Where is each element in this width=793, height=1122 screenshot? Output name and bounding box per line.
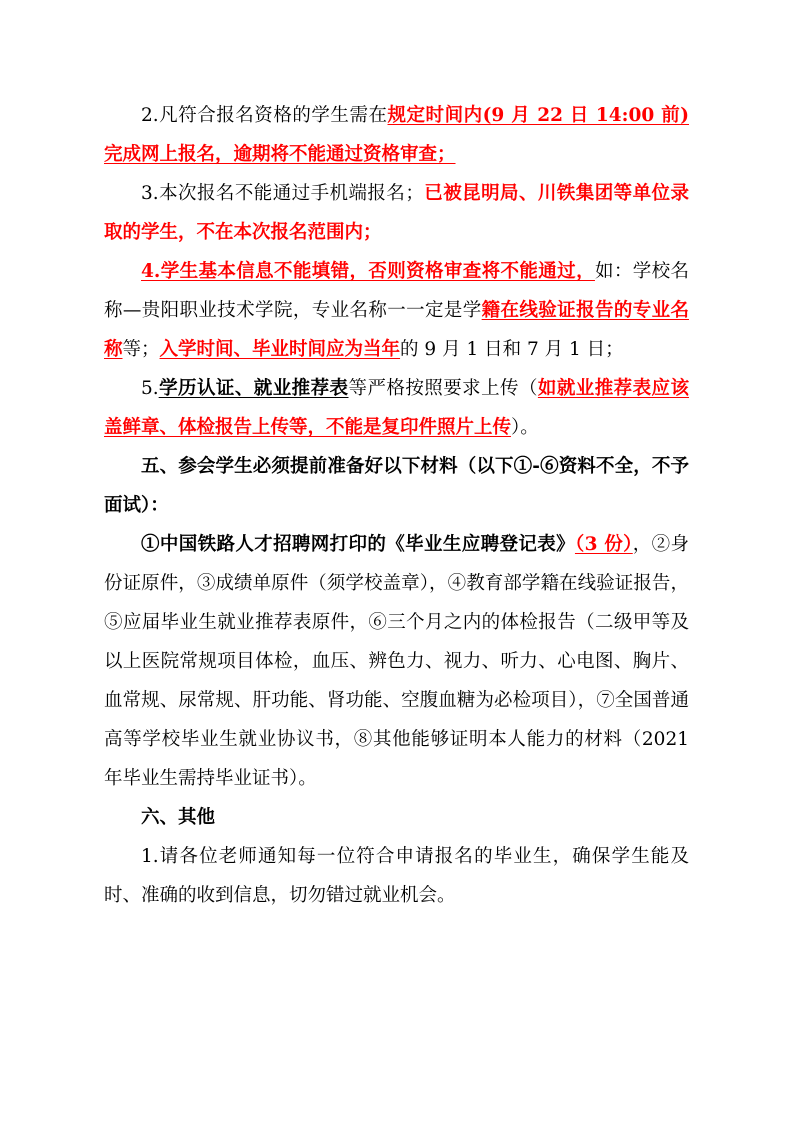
run-text-highlight: （3 份） [574, 534, 633, 555]
run-text: 等； [122, 339, 160, 360]
run-text-highlight: 籍在线验证报告的专业名称 [104, 300, 689, 360]
run-text-highlight: 规定时间内(9 月 22 日 14:00 前)完成网上报名，逾期将不能通过资格审查； [104, 105, 689, 165]
paragraph-item-4 [104, 252, 689, 369]
paragraph-materials-list [104, 525, 689, 798]
run-text: ，②身份证原件，③成绩单原件（须学校盖章），④教育部学籍在线验证报告，⑤应届毕业生就业推荐表原件，⑥三个月之内的体检报告（二级甲等及以上医院常规项目体检，血压、辨色力、视力、听力、心电图、胸片、血常规、尿常规、肝功能、肾功能、空腹血糖为必检项目），⑦全国普通高等学校毕业生就业协议书，⑧其他能够证明本人能力的材料（2021 年毕业生需持毕业证书）。 [104, 534, 689, 789]
paragraph-other-1 [104, 837, 689, 915]
run-text: ）。 [511, 417, 539, 438]
run-text: 3.本次报名不能通过手机端报名； [141, 183, 424, 204]
run-text: 等严格按照要求上传（ [348, 378, 538, 399]
run-text-highlight: 入学时间、毕业时间应为当年 [159, 339, 401, 360]
run-text-emphasis: 六、其他 [141, 807, 216, 828]
run-text: 1.请各位老师通知每一位符合申请报名的毕业生，确保学生能及时、准确的收到信息，切勿错过就业机会。 [104, 846, 689, 906]
run-text: 的 9 月 1 日和 7 月 1 日； [400, 339, 624, 360]
paragraph-section-5-heading [104, 447, 689, 525]
run-text: 2.凡符合报名资格的学生需在 [141, 105, 388, 126]
run-text-emphasis: 五、参会学生必须提前准备好以下材料（以下①-⑥资料不全，不予面试）： [104, 456, 689, 516]
paragraph-item-2 [104, 96, 689, 174]
run-text-emphasis: ①中国铁路人才招聘网打印的《毕业生应聘登记表》 [141, 534, 575, 555]
paragraph-item-5 [104, 369, 689, 447]
document-body [104, 96, 689, 915]
run-text-highlight: 如就业推荐表应该盖鲜章、体检报告上传等，不能是复印件照片上传 [104, 378, 689, 438]
run-text-highlight: 4.学生基本信息不能填错，否则资格审查将不能通过， [141, 261, 595, 282]
run-text-emphasis: 学历认证、就业推荐表 [158, 378, 349, 399]
paragraph-section-6-heading [104, 798, 689, 837]
run-text-highlight: 已被昆明局、川铁集团等单位录取的学生，不在本次报名范围内； [104, 183, 689, 243]
paragraph-item-3 [104, 174, 689, 252]
run-text: 5. [141, 378, 159, 399]
run-text: 如：学校名称—贵阳职业技术学院，专业名称一一定是学 [104, 261, 689, 321]
